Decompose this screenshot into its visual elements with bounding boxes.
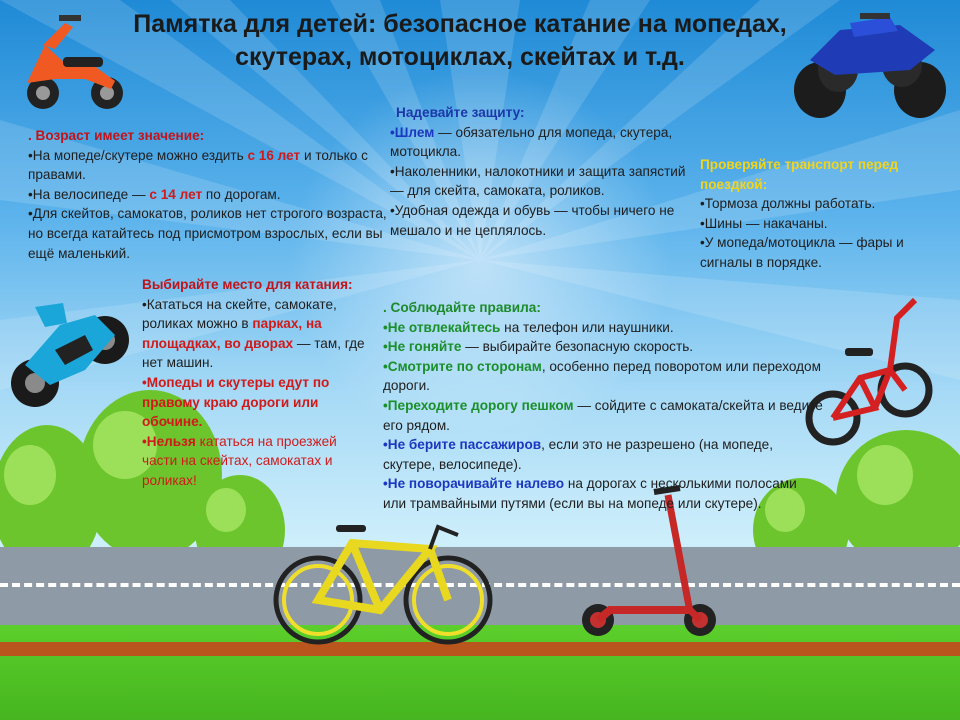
place-item-2: •Мопеды и скутеры едут по правому краю дороги или обочине.: [142, 374, 330, 430]
section-protection: [390, 103, 690, 240]
rules-item-1: •Не отвлекайтесь на телефон или наушники.: [383, 319, 674, 335]
check-item-3: •У мопеда/мотоцикла — фары и сигналы в порядке.: [700, 235, 904, 270]
section-protection-heading: Надевайте защиту:: [396, 105, 525, 120]
age-item-3: •Для скейтов, самокатов, роликов нет строгого возраста, но всегда катайтесь под присмотром взрослых, если вы ещё маленький.: [28, 206, 387, 261]
section-place-heading: Выбирайте место для катания:: [142, 277, 353, 292]
protection-item-2: •Наколенники, налокотники и защита запястий — для скейта, самоката, роликов.: [390, 163, 686, 199]
section-rules: [383, 298, 823, 514]
kids-bike-icon: [805, 290, 935, 465]
atv-icon: [790, 5, 950, 120]
age-item-2: •На велосипеде — с 14 лет по дорогам.: [28, 186, 281, 202]
rules-item-4: •Переходите дорогу пешком — сойдите с самоката/скейта и ведите его рядом.: [383, 397, 823, 433]
place-item-1: •Кататься на скейте, самокате, роликах можно в парках, на площадках, во дворах — там, где нет машин.: [142, 296, 365, 371]
check-item-1: •Тормоза должны работать.: [700, 196, 876, 212]
protection-item-1: •Шлем — обязательно для мопеда, скутера, мотоцикла.: [390, 124, 673, 160]
section-check: [700, 155, 950, 273]
page-title: Памятка для детей: безопасное катание на мопедах, скутерах, мотоциклах, скейтах и т.д.: [133, 10, 787, 71]
rules-item-6: •Не поворачивайте налево на дорогах с несколькими полосами или трамвайными путями (если вы на мопеде или скутере).: [383, 476, 797, 511]
place-item-3: •Нельзя кататься на проезжей части на скейтах, самокатах и роликах!: [142, 433, 337, 488]
section-age: [28, 126, 388, 263]
road-bike-icon: [270, 515, 495, 650]
age-item-1: •На мопеде/скутере можно ездить с 16 лет и только с правами.: [28, 147, 368, 183]
rules-item-2: •Не гоняйте — выбирайте безопасную скорость.: [383, 339, 694, 355]
check-item-2: •Шины — накачаны.: [700, 215, 828, 231]
section-place: [142, 275, 367, 491]
protection-item-3: •Удобная одежда и обувь — чтобы ничего не мешало и не цеплялось.: [390, 202, 675, 238]
section-check-heading: Проверяйте транспорт перед поездкой:: [700, 157, 899, 192]
section-age-heading: . Возраст имеет значение:: [28, 128, 205, 143]
motorcycle-icon: [5, 295, 140, 425]
rules-item-3: •Смотрите по сторонам, особенно перед поворотом или переходом дороги.: [383, 358, 821, 394]
rules-item-5: •Не берите пассажиров, если это не разрешено (на мопеде, скутере, велосипеде).: [383, 437, 774, 472]
section-rules-heading: . Соблюдайте правила:: [383, 300, 541, 315]
